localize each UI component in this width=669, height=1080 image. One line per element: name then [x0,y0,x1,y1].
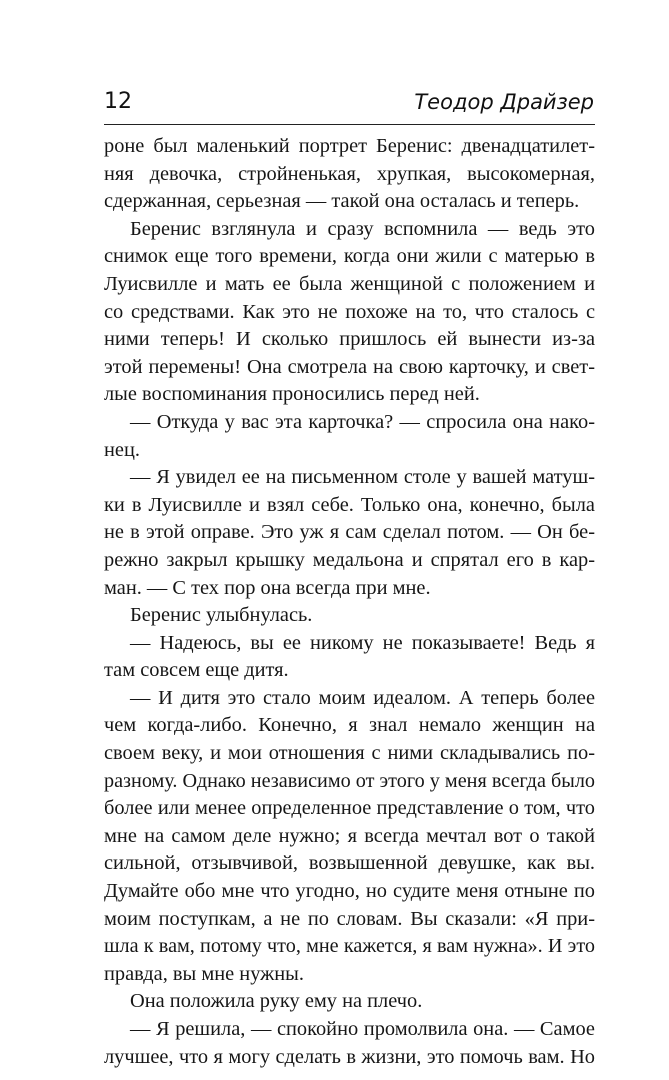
text-line: этой перемены! Она смотрела на свою карточку, и свет- [104,355,595,378]
text-line: лые воспоминания проносились перед ней. [104,383,480,406]
text-line: нец. [104,438,140,461]
text-line: снимок еще того времени, когда они жили с матерью в [104,245,595,268]
text-line: не в этой оправе. Это уж я сам сделал потом. — Он бе- [104,521,595,544]
text-line: лучшее, что я могу сделать в жизни, это помочь вам. Но [104,1045,595,1068]
page-number: 12 [104,89,132,114]
text-line: Луисвилле и мать ее была женщиной с положением и [104,272,595,295]
text-line: моим поступкам, а не по словам. Вы сказали: «Я при- [104,907,595,930]
text-line: разному. Однако независимо от этого у меня всегда было [104,769,595,792]
text-line: — Надеюсь, вы ее никому не показываете! Ведь я [130,631,595,654]
body-text [104,133,595,1071]
text-line: сильной, отзывчивой, возвышенной девушке, как вы. [104,852,595,875]
text-line: сдержанная, серьезная — такой она осталась и теперь. [104,190,580,213]
text-line: няя девочка, стройненькая, хрупкая, высокомерная, [104,162,595,185]
text-line: ман. — С тех пор она всегда при мне. [104,576,431,599]
text-line: Думайте обо мне что угодно, но судите меня отныне по [104,880,595,903]
text-line: правда, вы мне нужны. [104,962,304,985]
text-line: Она положила руку ему на плечо. [130,990,423,1013]
text-line: — Я решила, — спокойно промолвила она. — Самое [130,1018,595,1040]
text-line: роне был маленький портрет Беренис: двенадцатилет- [104,135,595,157]
text-line: ними теперь! И сколько пришлось ей вынести из-за [104,328,595,351]
text-line: ки в Луисвилле и взял себе. Только она, конечно, была [104,493,595,516]
text-line: мне на самом деле нужно; я всегда мечтал вот о такой [104,824,595,847]
text-line: более или менее определенное представление о том, что [104,797,595,820]
running-head [104,84,594,124]
text-line: со средствами. Как это не похоже на то, что сталось с [104,300,595,323]
text-line: своем веку, и мои отношения с ними складывались по- [104,742,595,765]
text-line: чем когда-либо. Конечно, я знал немало женщин на [104,714,595,737]
text-line: режно закрыл крышку медальона и спрятал его в кар- [104,548,595,571]
text-line: — Я увидел ее на письменном столе у вашей матуш- [130,466,595,489]
header-rule [104,124,595,125]
text-line: Беренис взглянула и сразу вспомнила — ведь это [130,217,595,240]
text-line: Беренис улыбнулась. [130,604,313,627]
running-head-author: Теодор Драйзер [414,90,594,114]
text-line: — Откуда у вас эта карточка? — спросила она нако- [130,410,595,433]
text-line: шла к вам, потому что, мне кажется, я вам нужна». И это [104,935,595,958]
text-line: там совсем еще дитя. [104,659,289,682]
text-line: — И дитя это стало моим идеалом. А теперь более [130,686,595,709]
